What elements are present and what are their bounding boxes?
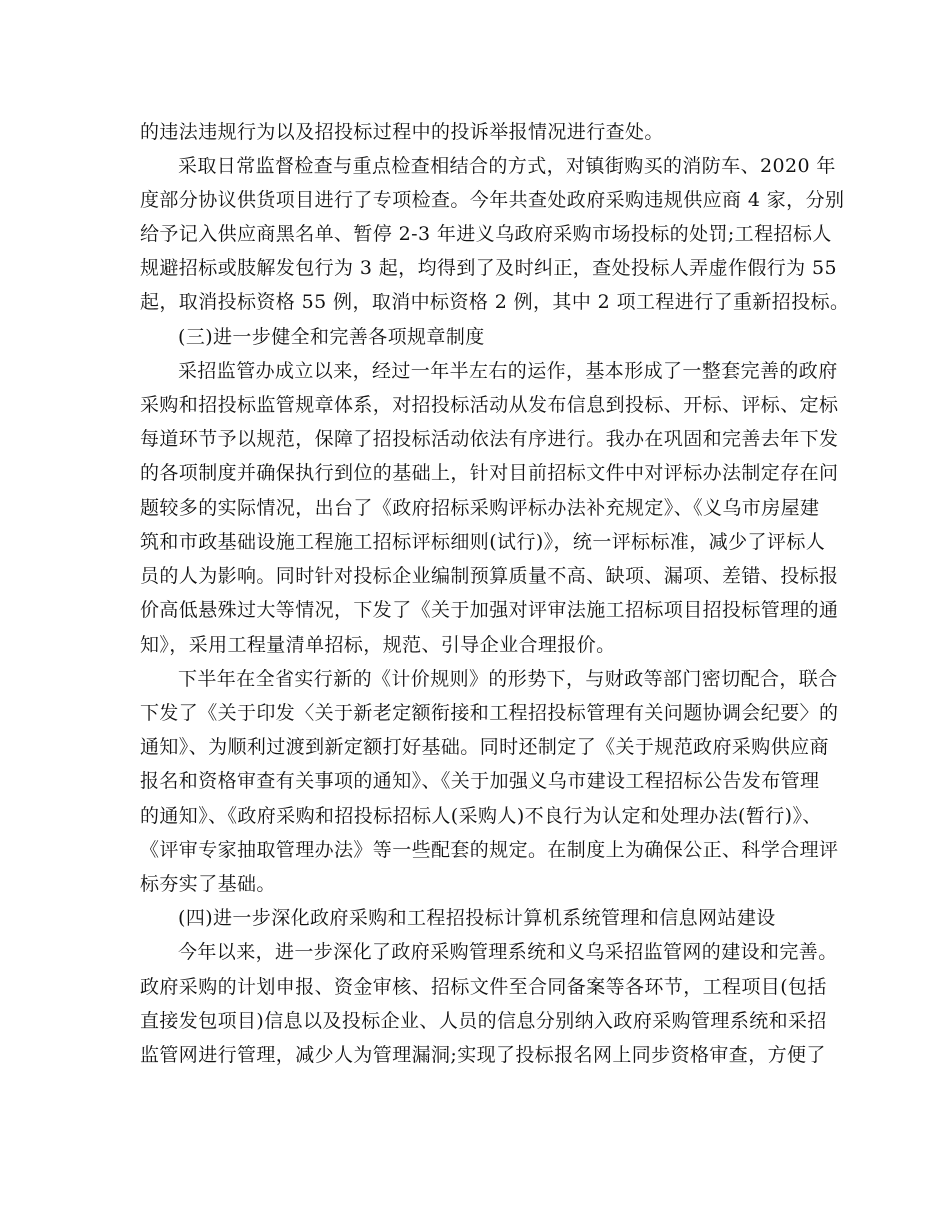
text-line: 采取日常监督检查与重点检查相结合的方式，对镇街购买的消防车、2020 年: [178, 155, 836, 177]
text-line: 的违法违规行为以及招投标过程中的投诉举报情况进行查处。: [140, 121, 664, 143]
text-line: 规避招标或肢解发包行为 3 起，均得到了及时纠正，查处投标人弄虚作假行为 55: [140, 257, 837, 279]
text-line: 报名和资格审查有关事项的通知》、《关于加强义乌市建设工程招标公告发布管理: [140, 770, 820, 792]
text-line: 的各项制度并确保执行到位的基础上，针对目前招标文件中对评标办法制定存在问: [140, 462, 839, 484]
text-line: 直接发包项目)信息以及投标企业、人员的信息分别纳入政府采购管理系统和采招: [140, 1010, 827, 1032]
text-line: 给予记入供应商黑名单、暂停 2-3 年进义乌政府采购市场投标的处罚;工程招标人: [140, 223, 832, 245]
text-line: 起，取消投标资格 55 例，取消中标资格 2 例，其中 2 项工程进行了重新招投标。: [140, 291, 850, 313]
text-line: 筑和市政基础设施工程施工招标评标细则(试行)》，统一评标标准，减少了评标人: [140, 531, 826, 553]
section-heading: (三)进一步健全和完善各项规章制度: [178, 326, 485, 348]
text-line: 知》，采用工程量清单招标，规范、引导企业合理报价。: [140, 634, 616, 656]
text-line: 下发了《关于印发〈关于新老定额衔接和工程招投标管理有关问题协调会纪要〉的: [140, 702, 839, 724]
text-line: 每道环节予以规范，保障了招投标活动依法有序进行。我办在巩固和完善去年下发: [140, 428, 839, 450]
text-line: 下半年在全省实行新的《计价规则》的形势下，与财政等部门密切配合，联合: [178, 668, 838, 690]
text-line: 标夯实了基础。: [140, 873, 276, 895]
text-line: 监管网进行管理，减少人为管理漏洞;实现了投标报名网上同步资格审查，方便了: [140, 1044, 826, 1066]
section-heading: (四)进一步深化政府采购和工程招投标计算机系统管理和信息网站建设: [178, 907, 776, 929]
text-line: 题较多的实际情况，出台了《政府招标采购评标办法补充规定》、《义乌市房屋建: [140, 497, 820, 519]
text-line: 政府采购的计划申报、资金审核、招标文件至合同备案等各环节，工程项目(包括: [140, 976, 827, 998]
text-line: 今年以来，进一步深化了政府采购管理系统和义乌采招监管网的建设和完善。: [178, 941, 838, 963]
text-line: 的通知》、《政府采购和招投标招标人(采购人)不良行为认定和处理办法(暂行)》、: [140, 805, 822, 827]
text-line: 度部分协议供货项目进行了专项检查。今年共查处政府采购违规供应商 4 家，分别: [140, 189, 845, 211]
text-line: 《评审专家抽取管理办法》等一些配套的规定。在制度上为确保公正、科学合理评: [140, 839, 839, 861]
text-line: 价高低悬殊过大等情况，下发了《关于加强对评审法施工招标项目招投标管理的通: [140, 599, 839, 621]
text-line: 通知》、为顺利过渡到新定额打好基础。同时还制定了《关于规范政府采购供应商: [140, 736, 829, 758]
text-line: 员的人为影响。同时针对投标企业编制预算质量不高、缺项、漏项、差错、投标报: [140, 565, 839, 587]
text-line: 采购和招投标监管规章体系，对招投标活动从发布信息到投标、开标、评标、定标: [140, 394, 839, 416]
text-line: 采招监管办成立以来，经过一年半左右的运作，基本形成了一整套完善的政府: [178, 360, 838, 382]
